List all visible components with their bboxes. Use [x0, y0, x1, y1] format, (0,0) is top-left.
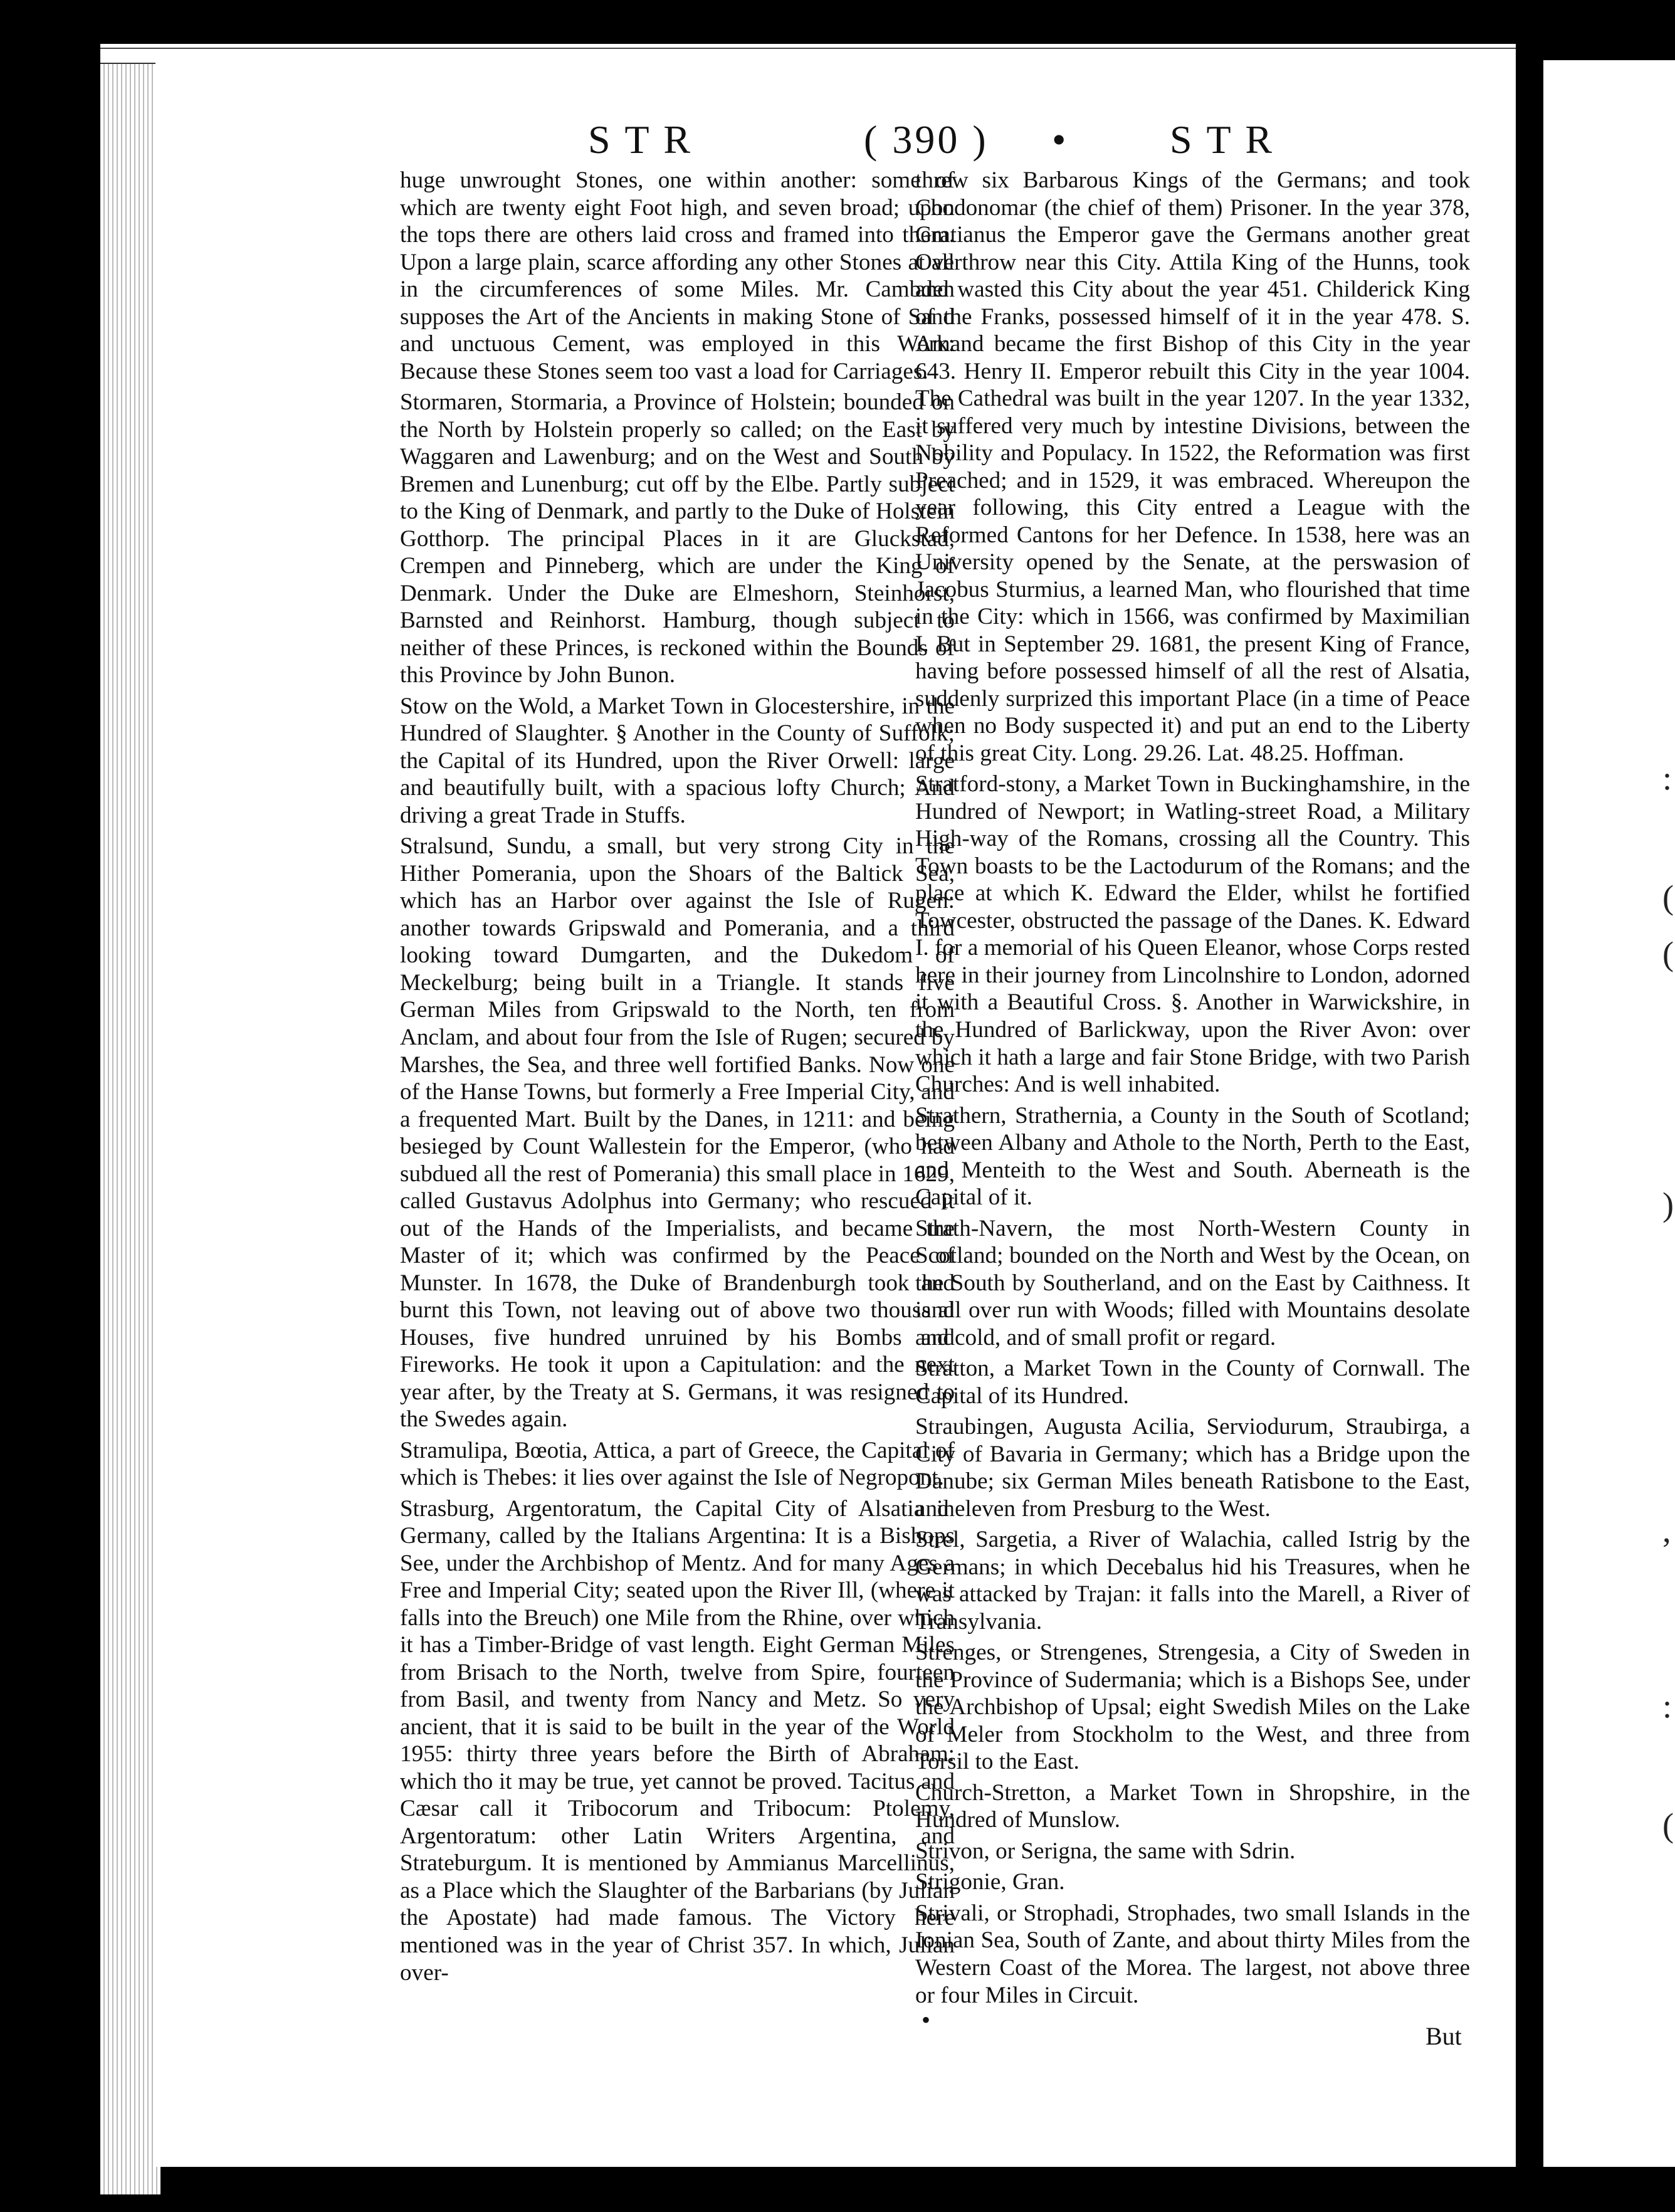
page-number: ( 390 )	[864, 117, 989, 162]
entry-text: huge unwrought Stones, one within another: some of which are twenty eight Foot high, and seven broad; upon the tops there are others laid cross and framed into them. Upon a large plain, scarce affording any other Stones at all in the circumferences of some Miles. Mr. Cambden supposes the Art of the Ancients in making Stone of Sand and unctuous Cement, was employed in this Work: Because these Stones seem too vast a load for Carriages.	[400, 167, 955, 384]
page-edge-stack	[100, 44, 160, 2194]
entry-strasburg: Strasburg, Argentoratum, the Capital City of Alsatia in Germany, called by the Italians Argentina: It is a Bishops See, under the Archbishop of Mentz. And for many Ages a Free and Imperial City; seated upon the River Ill, (where it falls into the Breuch) one Mile from the Rhine, over which it has a Timber-Bridge of vast length. Eight German Miles from Brisach to the North, twelve from Spire, fourteen from Basil, and twenty from Nancy and Metz. So very ancient, that it is said to be built in the year of the World 1955: thirty three years before the Birth of Abraham: which tho it may be true, yet cannot be proved. Tacitus and Cæsar call it Tribocorum and Tribocum: Ptolemy, Argentoratum: other Latin Writers Argentina, and Strateburgum. It is mentioned by Ammianus Marcellinus, as a Place which the Slaughter of the Barbarians (by Julian the Apostate) had made famous. The Victory here mentioned was in the year of Christ 357. In which, Julian over-	[400, 1495, 955, 1986]
entry-strigonie: Strigonie, Gran.	[915, 1869, 1065, 1895]
entry-strasburg-cont: threw six Barbarous Kings of the Germans; and took Chodonomar (the chief of them) Prisoner. In the year 378, Gratianus the Emperor gave the Germans another great Overthrow near this City. Attila King of the Hunns, took and wasted this City about the year 451. Childerick King of the Franks, possessed himself of it in the year 478. S. Amand became the first Bishop of this City in the year 643. Henry II. Emperor rebuilt this City in the year 1004. The Cathedral was built in the year 1207. In the year 1332, it suffered very much by intestine Divisions, between the Nobility and Populacy. In 1522, the Reformation was first Preached; and in 1529, it was embraced. Whereupon the year following, this City entred a League with the Reformed Cantons for her Defence. In 1538, here was an University opened by the Senate, at the perswasion of Jacobus Sturmius, a learned Man, who flourished that time in the City: which in 1566, was confirmed by Maximilian I. But in September 29. 1681, the present King of France, having before possessed himself of all the rest of Alsatia, suddenly surprized this important Place (in a time of Peace when no Body suspected it) and put an end to the Liberty of this great City. Long. 29.26. Lat. 48.25. Hoffman.	[915, 167, 1470, 766]
entry-stramulipa: Stramulipa, Bœotia, Attica, a part of Greece, the Capital of which is Thebes: it lies over against the Isle of Negropont.	[400, 1437, 955, 1491]
entry-stralsund: Stralsund, Sundu, a small, but very strong City in the Hither Pomerania, upon the Shoars of the Baltick Sea, which has an Harbor over against the Isle of Rugen: another towards Gripswald and Pomerania, and a third looking toward Dumgarten, and the Dukedom of Meckelburg; being built in a Triangle. It stands five German Miles from Gripswald to the North, ten from Anclam, and about four from the Isle of Rugen; secured by Marshes, the Sea, and three well fortified Banks. Now one of the Hanse Towns, but formerly a Free Imperial City, and a frequented Mart. Built by the Danes, in 1211: and being besieged by Count Wallestein for the Emperor, (who had subdued all the rest of Pomerania) this small place in 1629, called Gustavus Adolphus into Germany; who rescued it out of the Hands of the Imperialists, and became the Master of it; which was confirmed by the Peace of Munster. In 1678, the Duke of Brandenburgh took and burnt this Town, not leaving out of above two thousand Houses, five hundred unruined by his Bombs and Fireworks. He took it upon a Capitulation: and the next year after, by the Treaty at S. Germans, it was resigned to the Swedes again.	[400, 833, 955, 1433]
entry-stow-on-the-wold: Stow on the Wold, a Market Town in Glocestershire, in the Hundred of Slaughter. § Another in the County of Suffolk; the Capital of its Hundred, upon the River Orwell: large and beautifully built, with a spacious lofty Church; And driving a great Trade in Stuffs.	[400, 693, 955, 828]
header-mark: •	[1052, 117, 1069, 162]
entry-strenges: Strenges, or Strengenes, Strengesia, a City of Sweden in the Province of Sudermania; which is a Bishops See, under the Archbishop of Upsal; eight Swedish Miles on the Lake of Meler from Stockholm to the West, and three from Torsil to the East.	[915, 1640, 1470, 1775]
entry-stratton: Stratton, a Market Town in the County of Cornwall. The Capital of its Hundred.	[915, 1356, 1470, 1409]
dictionary-page	[155, 60, 1516, 2167]
entry-stratford-stony: Stratford-stony, a Market Town in Buckinghamshire, in the Hundred of Newport; in Watling-street Road, a Military High-way of the Romans, crossing all the Country. This Town boasts to be the Lactodurum of the Romans; and the place at which K. Edward the Elder, whilst he fortified Towcester, obstructed the passage of the Danes. K. Edward I. for a memorial of his Queen Eleanor, whose Corps rested here in their journey from Lincolnshire to London, adorned it with a Beautiful Cross. §. Another in Warwickshire, in the Hundred of Barlickway, upon the River Avon: over which it hath a large and fair Stone Bridge, with two Parish Churches: And is well inhabited.	[915, 771, 1470, 1098]
entry-strel: Strel, Sargetia, a River of Walachia, called Istrig by the Germans; in which Decebalus hid his Treasures, when he was attacked by Trajan: it falls into the Marell, a River of Transylvania.	[915, 1527, 1470, 1635]
left-column	[400, 167, 955, 1990]
entry-strath-navern: Strath-Navern, the most North-Western County in Scotland; bounded on the North and West by the Ocean, on the South by Southerland, and on the East by Caithness. It is all over run with Woods; filled with Mountains desolate and cold, and of small profit or regard.	[915, 1215, 1470, 1351]
entry-strivon: Strivon, or Serigna, the same with Sdrin.	[915, 1838, 1296, 1864]
catchword: But	[1426, 2022, 1462, 2050]
entry-stormaren: Stormaren, Stormaria, a Province of Holstein; bounded on the North by Holstein properly so called; on the East by Waggaren and Lawenburg; and on the West and South by Bremen and Lunenburg; cut off by the Elbe. Partly subject to the King of Denmark, and partly to the Duke of Holstein Gotthorp. The principal Places in it are Gluckstad, Crempen and Pinneberg, which are under the King of Denmark. Under the Duke are Elmeshorn, Steinhorst, Barnsted and Reinhorst. Hamburg, though subject to neither of these Princes, is reckoned within the Bounds of this Province by John Bunon.	[400, 389, 955, 688]
running-head-left: S T R	[588, 117, 693, 162]
running-head-right: S T R	[1170, 117, 1275, 162]
next-page-fragment: : ( ( ) , : (	[1543, 60, 1675, 2167]
entry-church-stretton: Church-Stretton, a Market Town in Shropshire, in the Hundred of Munslow.	[915, 1779, 1470, 1833]
entry-strivali: Strivali, or Strophadi, Strophades, two small Islands in the Ionian Sea, South of Zante, and about thirty Miles from the Western Coast of the Morea. The largest, not above three or four Miles in Circuit.	[915, 1900, 1470, 2008]
entry-straubingen: Straubingen, Augusta Acilia, Serviodurum, Straubirga, a City of Bavaria in Germany; which has a Bridge upon the Danube; six German Miles beneath Ratisbone to the East, and eleven from Presburg to the West.	[915, 1414, 1470, 1522]
entry-strathern: Strathern, Strathernia, a County in the South of Scotland; between Albany and Athole to the North, Perth to the East, and Menteith to the West and South. Aberneath is the Capital of it.	[915, 1102, 1470, 1211]
right-column	[915, 167, 1470, 2013]
signature-mark: •	[922, 2006, 931, 2034]
